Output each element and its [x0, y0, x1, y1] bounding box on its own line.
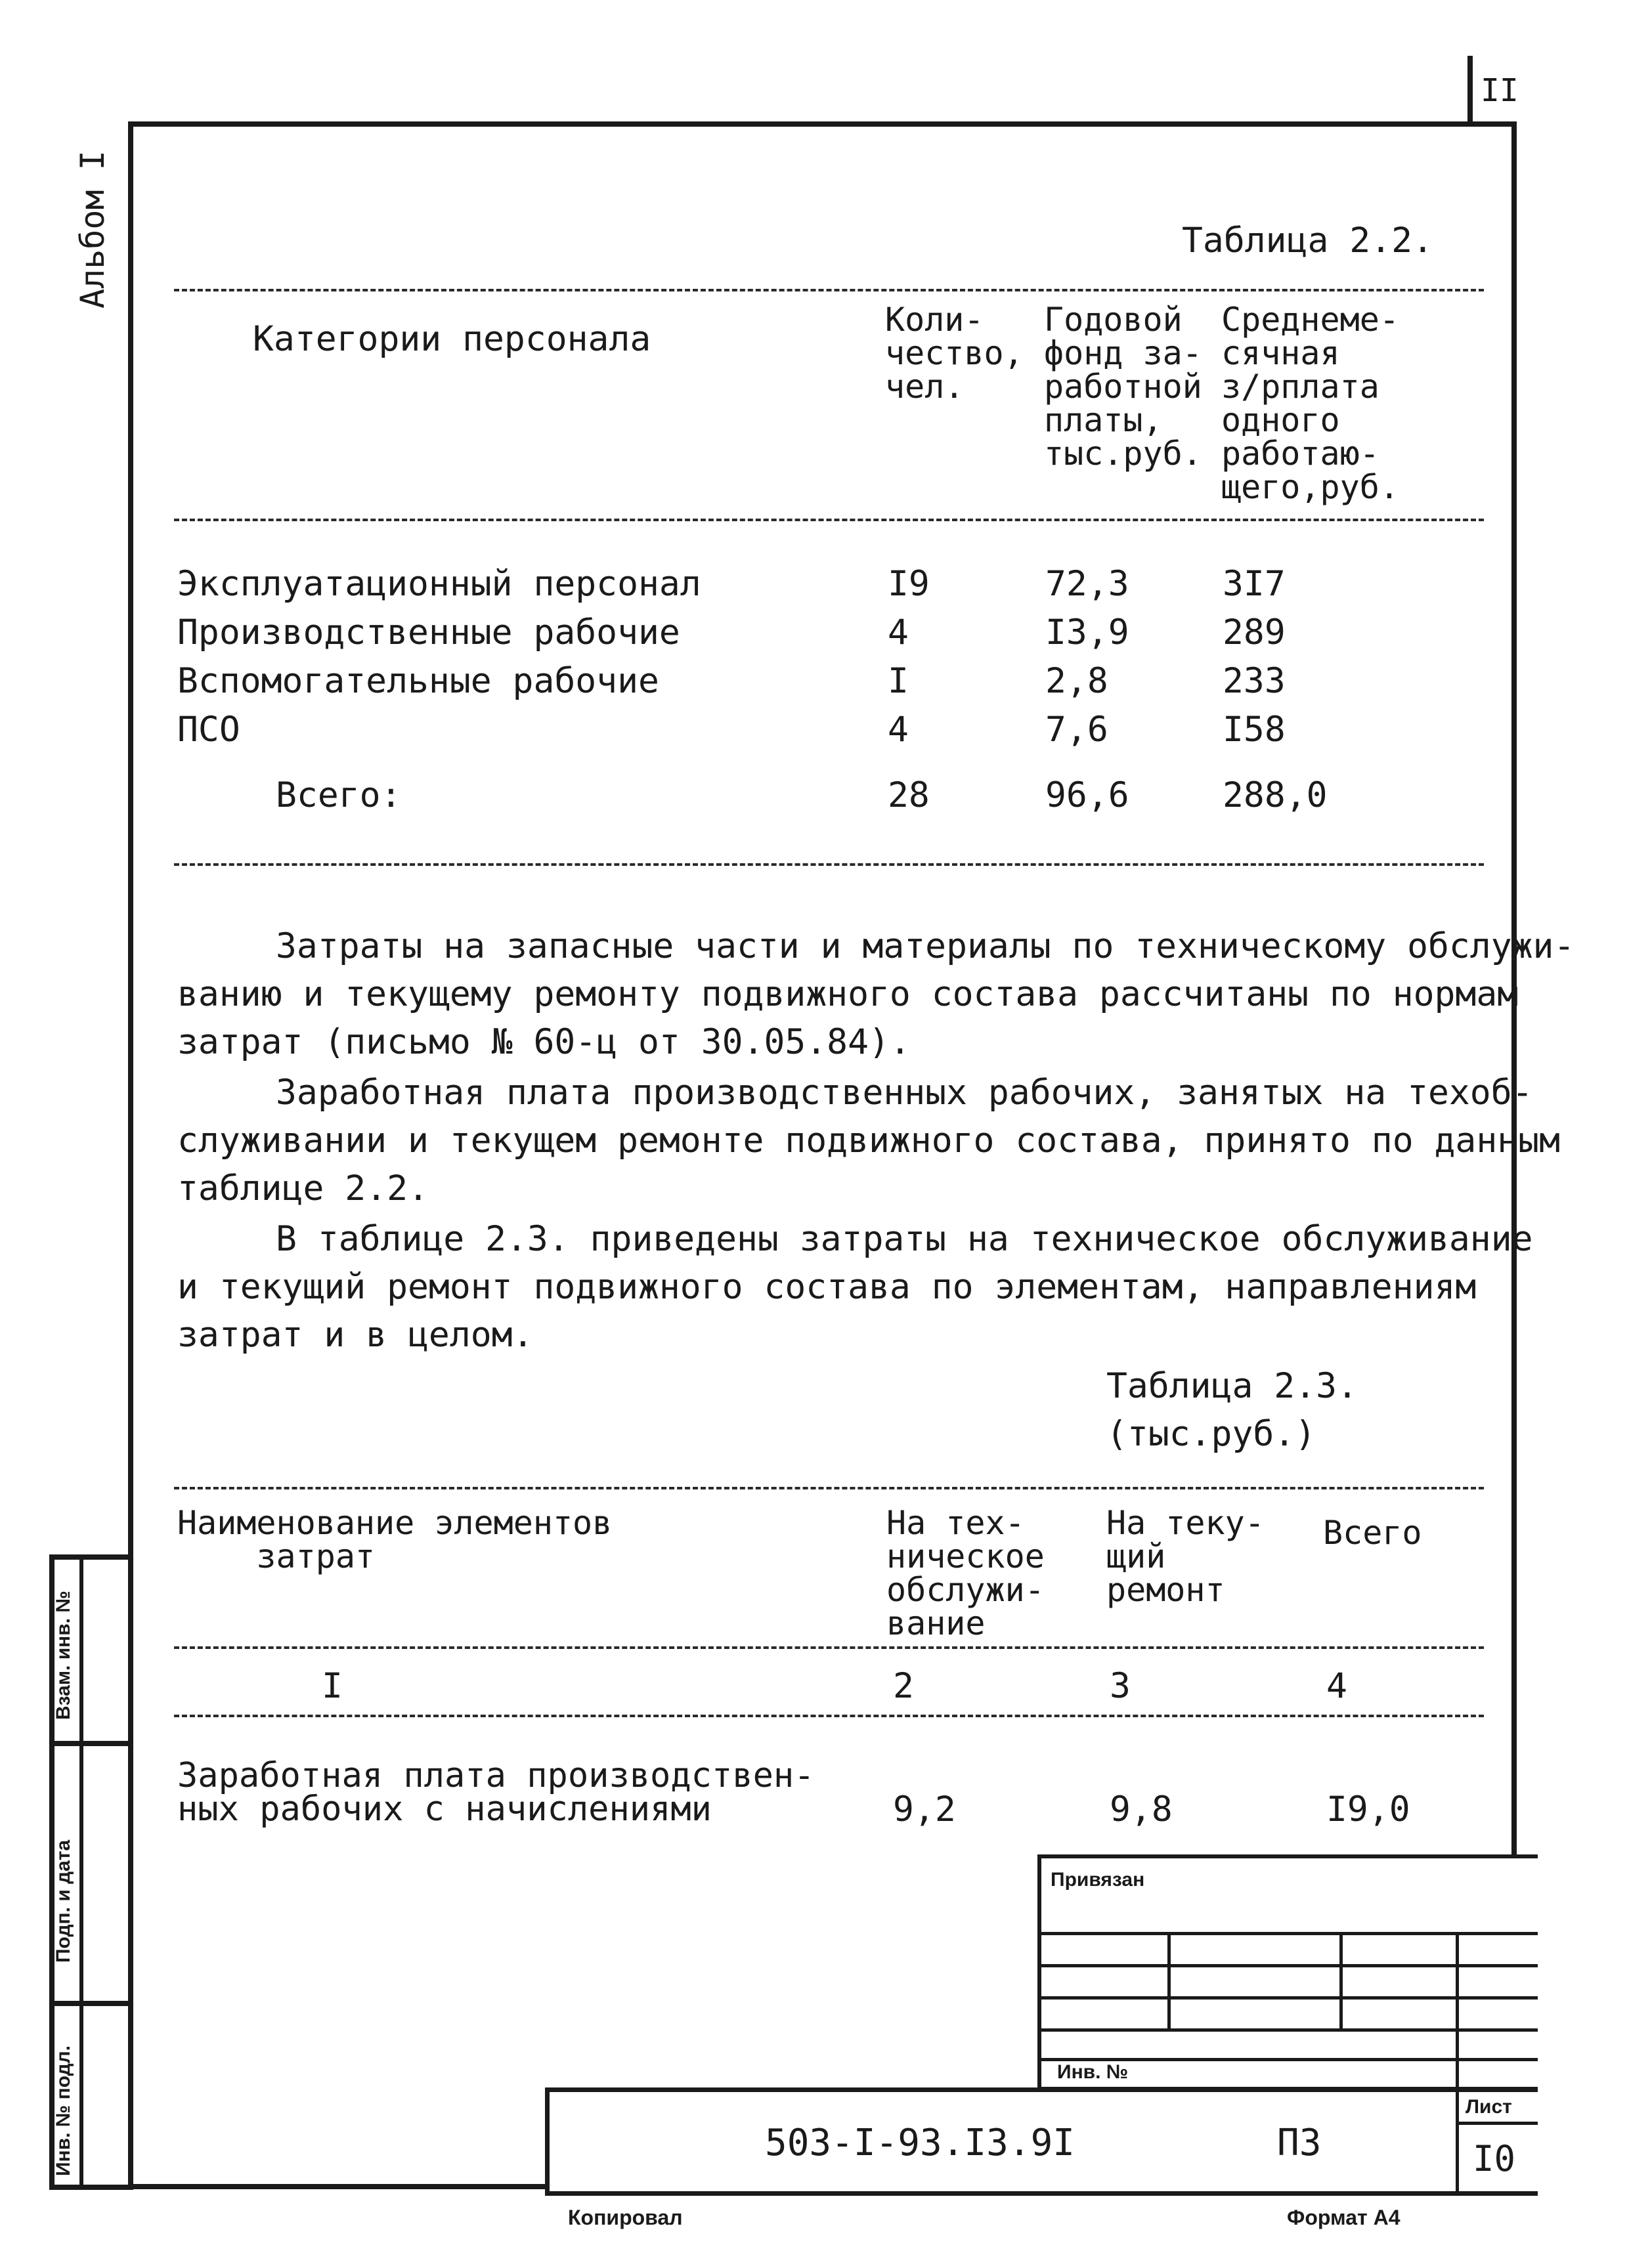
- document-code: 503-I-93.I3.9I: [765, 2122, 1075, 2164]
- table-2-3-header-maintenance: На тех- ническое обслужи- вание: [886, 1504, 1045, 1642]
- stamp-line: [1037, 2028, 1538, 2032]
- table-2-3-header-total: Всего: [1323, 1514, 1422, 1552]
- row-count: I9: [888, 564, 930, 604]
- stamp-line: [1339, 1932, 1343, 2030]
- table-2-2-header-salary: Среднеме- сячная з/рплата одного работаю- щего,руб.: [1221, 301, 1399, 506]
- album-label: Альбом I: [74, 150, 112, 309]
- bound-label: Привязан: [1051, 1869, 1145, 1891]
- row-name: Заработная плата производствен- ных рабочих с начислениями: [177, 1756, 815, 1829]
- total-count: 28: [888, 775, 930, 815]
- total-fund: 96,6: [1045, 775, 1129, 815]
- title-block-divider: [1456, 2122, 1538, 2125]
- row-count: 4: [888, 612, 909, 653]
- column-number: 3: [1110, 1666, 1131, 1706]
- format-label: Формат А4: [1287, 2206, 1401, 2229]
- row-category: Эксплуатационный персонал: [177, 564, 701, 604]
- sheet-number: II: [1481, 72, 1519, 109]
- paragraph-line: Заработная плата производственных рабочих, занятых на техоб-: [276, 1073, 1533, 1113]
- table-2-2-caption: Таблица 2.2.: [1182, 221, 1433, 261]
- paragraph-line: и текущий ремонт подвижного состава по элементам, направлениям: [177, 1267, 1477, 1307]
- sheet-label: Лист: [1466, 2096, 1512, 2118]
- row-salary: 289: [1223, 612, 1286, 653]
- table-2-3-header-name: Наименование элементов затрат: [177, 1504, 613, 1575]
- stamp-line: [1167, 1932, 1171, 2030]
- paragraph-line: ванию и текущему ремонту подвижного состава рассчитаны по нормам: [177, 974, 1519, 1014]
- row-count: I: [888, 661, 909, 701]
- document-type: ПЗ: [1277, 2122, 1322, 2164]
- table-2-3-top-rule: [174, 1487, 1484, 1489]
- row-salary: I58: [1223, 710, 1286, 750]
- row-category: Производственные рабочие: [177, 612, 680, 653]
- side-stamp-separator: [49, 1741, 133, 1746]
- stamp-line: [1037, 1932, 1538, 1935]
- row-fund: 7,6: [1045, 710, 1108, 750]
- original-inv-label: Инв. № подл.: [53, 2045, 74, 2176]
- column-number: I: [322, 1666, 343, 1706]
- table-2-2-header-rule: [174, 519, 1484, 521]
- row-fund: 2,8: [1045, 661, 1108, 701]
- stamp-line: [1037, 1996, 1538, 2000]
- row-category: Вспомогательные рабочие: [177, 661, 659, 701]
- paragraph-line: затрат (письмо № 60-ц от 30.05.84).: [177, 1022, 911, 1062]
- row-fund: 72,3: [1045, 564, 1129, 604]
- table-2-3-numbers-rule: [174, 1715, 1484, 1717]
- row-salary: 233: [1223, 661, 1286, 701]
- row-category: ПСО: [177, 710, 240, 750]
- paragraph-line: служивании и текущем ремонте подвижного состава, принято по данным: [177, 1121, 1560, 1161]
- row-salary: 3I7: [1223, 564, 1286, 604]
- sign-date-label: Подп. и дата: [53, 1839, 74, 1963]
- stamp-line: [1037, 1964, 1538, 1967]
- table-2-2-header-fund: Годовой фонд за- работной платы, тыс.руб.: [1044, 301, 1202, 473]
- title-block-divider: [1456, 2087, 1459, 2193]
- column-number: 2: [893, 1666, 914, 1706]
- paragraph-line: В таблице 2.3. приведены затраты на техническое обслуживание: [276, 1219, 1533, 1259]
- row-count: 4: [888, 710, 909, 750]
- paragraph-line: таблице 2.2.: [177, 1168, 429, 1209]
- inv-label: Инв. №: [1057, 2061, 1129, 2083]
- table-2-3-units: (тыс.руб.): [1106, 1414, 1316, 1454]
- table-2-2-header-category: Категории персонала: [253, 319, 651, 359]
- column-number: 4: [1326, 1666, 1347, 1706]
- table-2-2-top-rule: [174, 289, 1484, 291]
- row-fund: I3,9: [1045, 612, 1129, 653]
- paragraph-line: затрат и в целом.: [177, 1315, 534, 1355]
- table-2-2-bottom-rule: [174, 863, 1484, 866]
- row-repair: 9,8: [1110, 1789, 1173, 1829]
- row-total: I9,0: [1326, 1789, 1410, 1829]
- table-2-3-header-rule: [174, 1646, 1484, 1649]
- total-salary: 288,0: [1223, 775, 1328, 815]
- stamp-line: [1456, 1932, 1459, 2089]
- side-stamp-separator: [49, 2001, 133, 2006]
- table-2-3-caption: Таблица 2.3.: [1106, 1366, 1358, 1406]
- sheet-value: I0: [1473, 2138, 1516, 2179]
- total-label: Всего:: [276, 775, 402, 815]
- interchange-inv-label: Взам. инв. №: [53, 1591, 74, 1720]
- table-2-3-header-repair: На теку- щий ремонт: [1106, 1504, 1265, 1609]
- copied-label: Копировал: [568, 2206, 683, 2229]
- row-maintenance: 9,2: [893, 1789, 956, 1829]
- table-2-2-header-count: Коли- чество, чел.: [885, 301, 1024, 406]
- paragraph-line: Затраты на запасные части и материалы по техническому обслужи-: [276, 926, 1575, 966]
